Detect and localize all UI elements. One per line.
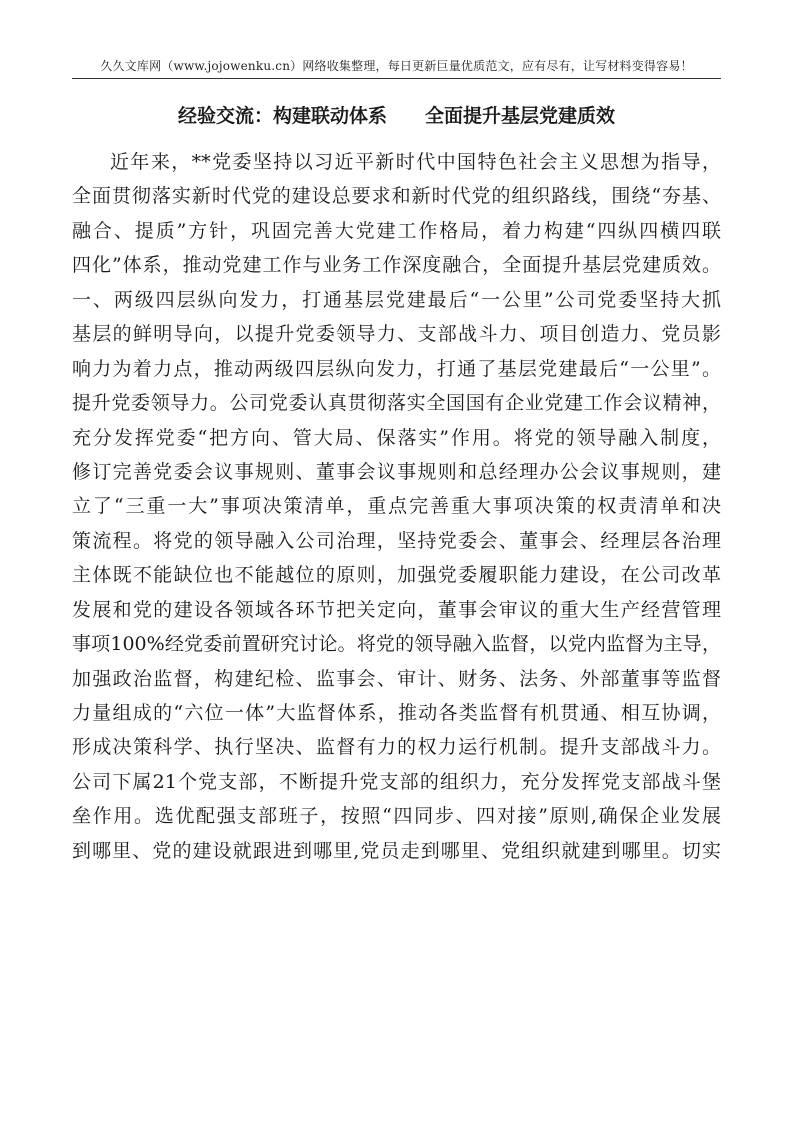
document-title: 经验交流：构建联动体系 全面提升基层党建质效 — [177, 105, 615, 127]
body-line: 加强政治监督，构建纪检、监事会、审计、财务、法务、外部董事等监督 — [72, 667, 721, 690]
body-line: 基层的鲜明导向，以提升党委领导力、支部战斗力、项目创造力、党员影 — [72, 323, 721, 346]
body-line: 发展和党的建设各领域各环节把关定向，董事会审议的重大生产经营管理 — [72, 598, 721, 621]
body-line: 公司下属21个党支部，不断提升党支部的组织力，充分发挥党支部战斗堡 — [72, 770, 721, 793]
header-divider — [72, 78, 721, 79]
body-line: 主体既不能缺位也不能越位的原则，加强党委履职能力建设，在公司改革 — [72, 564, 721, 587]
body-line: 形成决策科学、执行坚决、监督有力的权力运行机制。提升支部战斗力。 — [72, 736, 721, 759]
body-line: 提升党委领导力。公司党委认真贯彻落实全国国有企业党建工作会议精神， — [72, 392, 721, 415]
body-line: 事项100%经党委前置研究讨论。将党的领导融入监督，以党内监督为主导， — [72, 633, 721, 656]
body-line: 四化”体系，推动党建工作与业务工作深度融合，全面提升基层党建质效。 — [72, 254, 721, 277]
body-line: 力量组成的“六位一体”大监督体系，推动各类监督有机贯通、相互协调， — [72, 702, 721, 724]
site-header-banner: 久久文库网（www.jojowenku.cn）网络收集整理，每日更新巨量优质范文，应有尽有，让写材料变得容易！ — [100, 59, 693, 73]
body-line: 一、两级四层纵向发力，打通基层党建最后“一公里”公司党委坚持大抓 — [72, 288, 721, 311]
document-body — [72, 145, 721, 868]
body-line: 融合、提质”方针，巩固完善大党建工作格局，着力构建“四纵四横四联 — [72, 219, 721, 242]
body-line: 近年来，**党委坚持以习近平新时代中国特色社会主义思想为指导， — [110, 151, 721, 173]
body-line: 全面贯彻落实新时代党的建设总要求和新时代党的组织路线，围绕“夯基、 — [72, 185, 721, 208]
body-line: 修订完善党委会议事规则、董事会议事规则和总经理办公会议事规则，建 — [72, 460, 721, 483]
body-line: 立了“三重一大”事项决策清单，重点完善重大事项决策的权责清单和决 — [72, 495, 721, 518]
body-line: 响力为着力点，推动两级四层纵向发力，打通了基层党建最后“一公里”。 — [72, 357, 721, 380]
body-line: 充分发挥党委“把方向、管大局、保落实”作用。将党的领导融入制度， — [72, 426, 721, 449]
body-line: 垒作用。选优配强支部班子，按照“四同步、四对接”原则,确保企业发展 — [72, 805, 721, 828]
body-line: 策流程。将党的领导融入公司治理，坚持党委会、董事会、经理层各治理 — [72, 529, 721, 552]
body-line: 到哪里、党的建设就跟进到哪里,党员走到哪里、党组织就建到哪里。切实 — [72, 839, 721, 862]
